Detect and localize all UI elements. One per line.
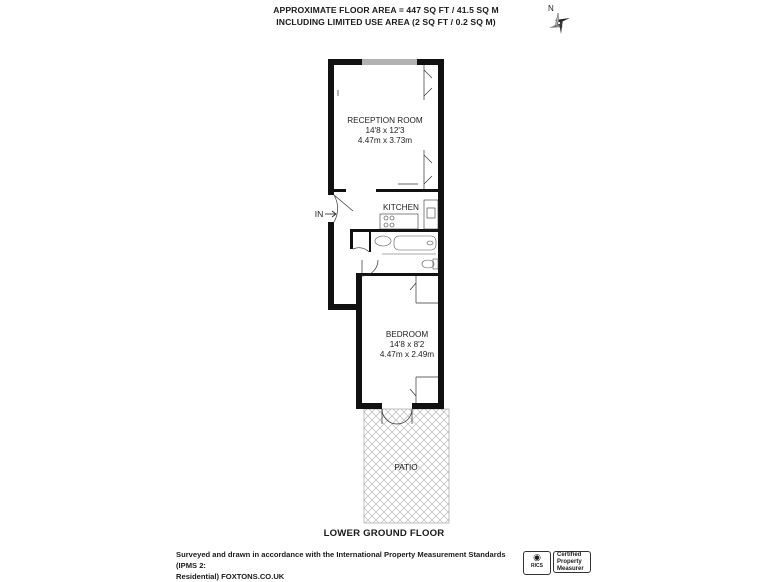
bedroom-imperial: 14'8 x 8'2	[389, 340, 425, 349]
compass-icon	[549, 13, 570, 34]
entrance-arrow-icon	[325, 211, 336, 217]
reception-room-imperial: 14'8 x 12'3	[365, 126, 405, 135]
bathroom-fixtures	[375, 236, 438, 269]
floor-title: LOWER GROUND FLOOR	[323, 528, 445, 539]
badge-line-1: Certified	[557, 552, 582, 558]
bedroom-name: BEDROOM	[385, 330, 429, 339]
footer-line-1: Surveyed and drawn in accordance with the International Property Measurement Standards (IPMS 2:	[176, 550, 506, 570]
certified-measurer-badge	[553, 551, 591, 573]
limited-use-area-heading: INCLUDING LIMITED USE AREA (2 SQ FT / 0.2 SQ M)	[276, 17, 496, 27]
bedroom-label	[372, 330, 442, 360]
kitchen-label: KITCHEN	[383, 203, 419, 212]
patio-label: PATIO	[394, 463, 418, 472]
badge-line-3: Measurer	[557, 566, 584, 572]
entrance-label: IN	[314, 209, 324, 219]
reception-window	[362, 60, 417, 64]
reception-room-name: RECEPTION ROOM	[347, 116, 423, 125]
badge-line-2: Property	[557, 559, 582, 565]
compass-north-label: N	[548, 4, 554, 13]
footer-text	[176, 549, 521, 582]
footer-line-2: Residential) FOXTONS.CO.UK	[176, 572, 285, 581]
floor-area-heading: APPROXIMATE FLOOR AREA = 447 SQ FT / 41.5 SQ M	[273, 5, 499, 15]
rics-logo-text: RICS	[531, 563, 543, 569]
reception-room-metric: 4.47m x 3.73m	[357, 136, 413, 145]
bedroom-metric: 4.47m x 2.49m	[379, 350, 435, 359]
rics-logo-icon: ◉ RICS	[523, 551, 551, 575]
reception-room-label	[340, 116, 430, 146]
